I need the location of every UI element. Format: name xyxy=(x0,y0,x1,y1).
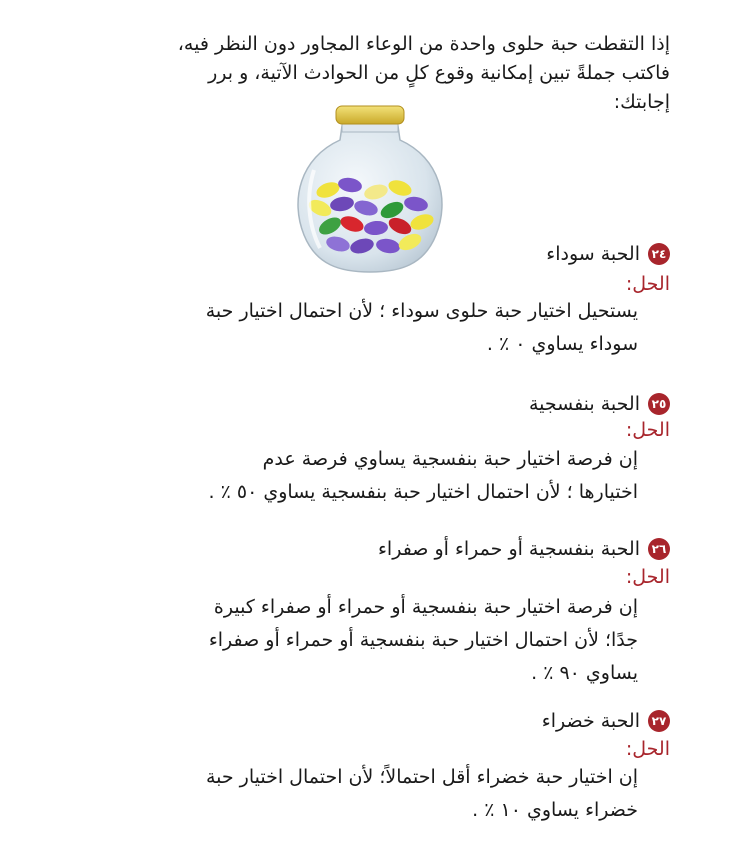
intro-line: إذا التقطت حبة حلوى واحدة من الوعاء المجاور دون النظر فيه، xyxy=(177,33,670,55)
answer-line: اختيارها ؛ لأن احتمال اختيار حبة بنفسجية يساوي ٥٠ ٪ . xyxy=(208,481,638,503)
question-title: الحبة سوداء xyxy=(546,243,640,265)
answer-line: إن فرصة اختيار حبة بنفسجية أو حمراء أو صفراء كبيرة xyxy=(213,596,638,618)
answer-line: إن فرصة اختيار حبة بنفسجية يساوي فرصة عدم xyxy=(262,448,638,470)
question-title: الحبة بنفسجية أو حمراء أو صفراء xyxy=(378,538,640,560)
jelly-bean-jar-icon xyxy=(290,100,450,280)
question-25-heading xyxy=(529,393,670,415)
question-number-badge: ٢٤ xyxy=(648,243,670,265)
solution-label: الحل: xyxy=(625,419,670,441)
jelly-bean-jar-image xyxy=(290,100,450,280)
answer-line: إن اختيار حبة خضراء أقل احتمالاً؛ لأن احتمال اختيار حبة xyxy=(205,766,638,788)
solution-label: الحل: xyxy=(625,273,670,295)
answer-line: يستحيل اختيار حبة حلوى سوداء ؛ لأن احتمال اختيار حبة xyxy=(205,300,638,322)
solution-label: الحل: xyxy=(625,738,670,760)
question-24-heading xyxy=(546,243,670,265)
intro-line: فاكتب جملةً تبين إمكانية وقوع كلٍ من الحوادث الآتية، و برر xyxy=(208,62,670,84)
question-title: الحبة خضراء xyxy=(541,710,640,732)
question-number-badge: ٢٧ xyxy=(648,710,670,732)
question-25-answer xyxy=(209,443,638,509)
question-26-heading xyxy=(378,538,670,560)
intro-line: إجابتك: xyxy=(613,91,670,113)
answer-line: سوداء يساوي ٠ ٪ . xyxy=(486,333,638,355)
question-title: الحبة بنفسجية xyxy=(528,393,640,415)
question-24-answer xyxy=(206,295,638,361)
question-number-badge: ٢٦ xyxy=(648,538,670,560)
solution-label: الحل: xyxy=(625,566,670,588)
question-number-badge: ٢٥ xyxy=(648,393,670,415)
question-27-heading xyxy=(542,710,670,732)
answer-line: يساوي ٩٠ ٪ . xyxy=(531,662,638,684)
answer-line: جدًا؛ لأن احتمال اختيار حبة بنفسجية أو حمراء أو صفراء xyxy=(208,629,638,651)
question-27-answer xyxy=(206,761,638,827)
question-26-answer xyxy=(209,591,638,690)
answer-line: خضراء يساوي ١٠ ٪ . xyxy=(472,799,638,821)
